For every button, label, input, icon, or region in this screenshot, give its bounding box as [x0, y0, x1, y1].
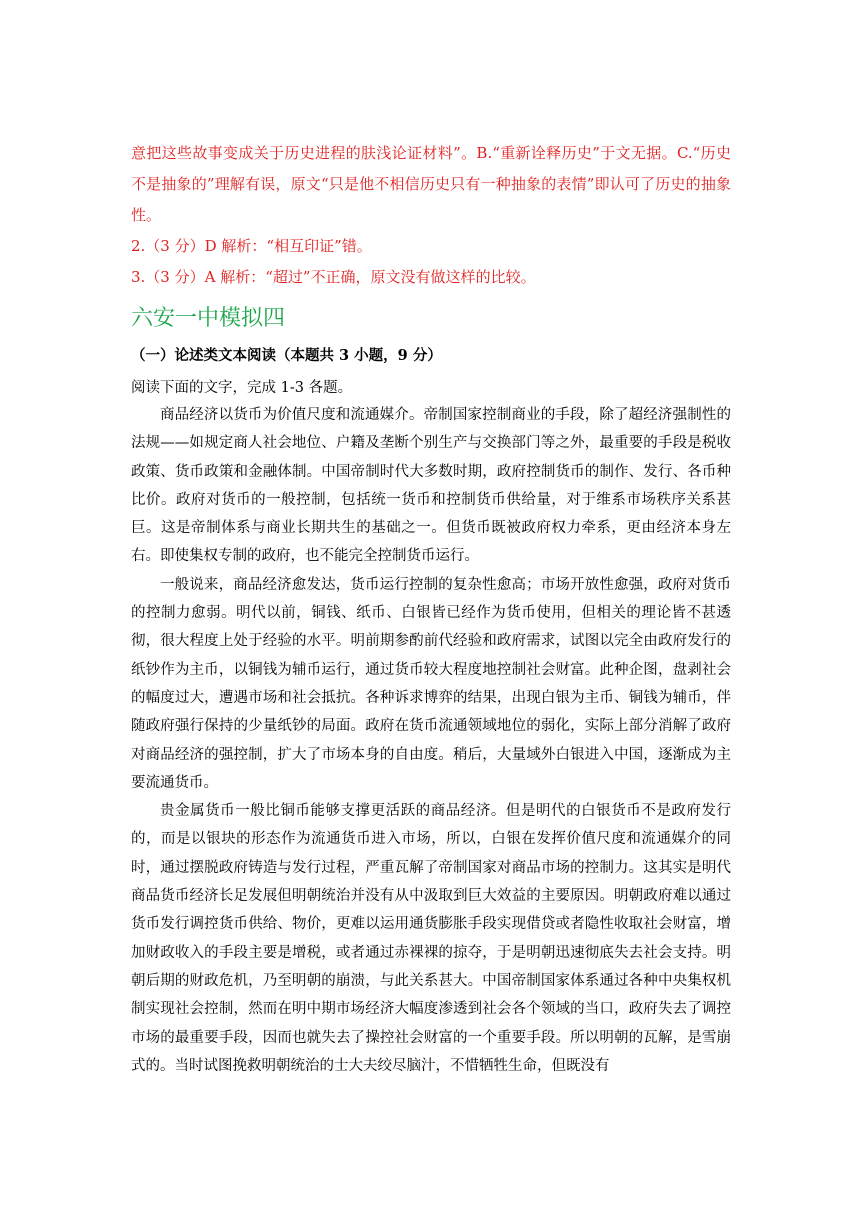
section-subheading: （一）论述类文本阅读（本题共 3 小题，9 分） [131, 347, 442, 364]
page-content [131, 138, 731, 1080]
answer-q2: 2.（3 分）D 解析：“相互印证”错。 [131, 237, 372, 255]
answer-q1-continued: 意把这些故事变成关于历史进程的肤浅论证材料”。B.“重新诠释历史”于文无据。C.“历史不是抽象的”理解有误，原文“只是他不相信历史只有一种抽象的表情”即认可了历史的抽象性。 [131, 144, 731, 224]
passage-paragraph-2: 一般说来，商品经济愈发达，货币运行控制的复杂性愈高；市场开放性愈强，政府对货币的控制力愈弱。明代以前，铜钱、纸币、白银皆已经作为货币使用，但相关的理论皆不甚透彻，很大程度上处于经验的水平。明前期参酌前代经验和政府需求，试图以完全由政府发行的纸钞作为主币，以铜钱为辅币运行，通过货币较大程度地控制社会财富。此种企图，盘剥社会的幅度过大，遭遇市场和社会抵抗。各种诉求博弈的结果，出现白银为主币、铜钱为辅币，伴随政府强行保持的少量纸钞的局面。政府在货币流通领域地位的弱化，实际上部分消解了政府对商品经济的强控制，扩大了市场本身的自由度。稍后，大量域外白银进入中国，逐渐成为主要流通货币。 [131, 576, 731, 791]
answer-q3: 3.（3 分）A 解析：“超过”不正确，原文没有做这样的比较。 [131, 268, 536, 286]
passage-paragraph-1: 商品经济以货币为价值尺度和流通媒介。帝制国家控制商业的手段，除了超经济强制性的法规——如规定商人社会地位、户籍及垄断个别生产与交换部门等之外，最重要的手段是税收政策、货币政策和金融体制。中国帝制时代大多数时期，政府控制货币的制作、发行、各币种比价。政府对货币的一般控制，包括统一货币和控制货币供给量，对于维系市场秩序关系甚巨。这是帝制体系与商业长期共生的基础之一。但货币既被政府权力牵系，更由经济本身左右。即使集权专制的政府，也不能完全控制货币运行。 [131, 407, 731, 565]
passage-paragraph-3: 贵金属货币一般比铜币能够支撑更活跃的商品经济。但是明代的白银货币不是政府发行的，而是以银块的形态作为流通货币进入市场，所以，白银在发挥价值尺度和流通媒介的同时，通过摆脱政府铸造与发行过程，严重瓦解了帝制国家对商品市场的控制力。这其实是明代商品货币经济长足发展但明朝统治并没有从中汲取到巨大效益的主要原因。明朝政府难以通过货币发行调控货币供给、物价，更难以运用通货膨胀手段实现借贷或者隐性收取社会财富，增加财政收入的手段主要是增税，或者通过赤裸裸的掠夺，于是明朝迅速彻底失去社会支持。明朝后期的财政危机，乃至明朝的崩溃，与此关系甚大。中国帝制国家体系通过各种中央集权机制实现社会控制，然而在明中期市场经济大幅度渗透到社会各个领域的当口，政府失去了调控市场的最重要手段，因而也就失去了操控社会财富的一个重要手段。所以明朝的瓦解，是雪崩式的。当时试图挽救明朝统治的士大夫绞尽脑汁，不惜牺牲生命，但既没有 [131, 803, 731, 1074]
section-title: 六安一中模拟四 [131, 306, 286, 331]
reading-instruction: 阅读下面的文字，完成 1-3 各题。 [131, 380, 353, 396]
